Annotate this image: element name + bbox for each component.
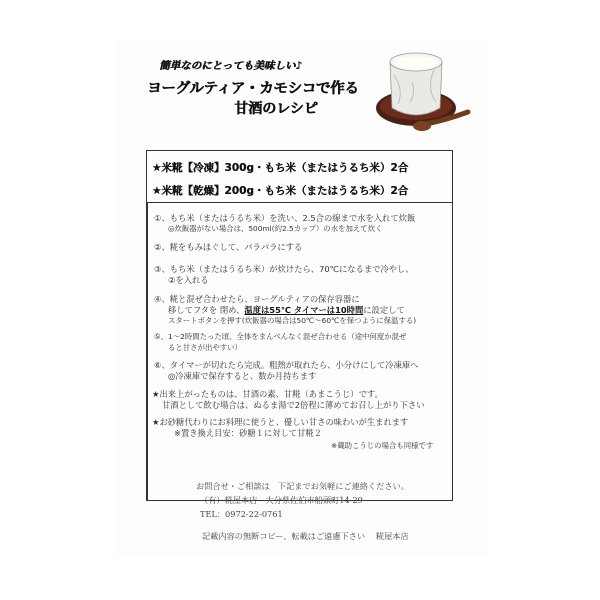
step-2: ②、糀をもみほぐして、パラパラにする <box>154 242 303 252</box>
frame-top-line <box>146 150 452 151</box>
step-1: ①、もち米（またはうるち米）を洗い、2.5合の線まで水を入れて炊飯 <box>154 213 416 223</box>
step-6-note: ◎冷凍庫で保存すると、数か月持ちます <box>168 371 317 381</box>
tagline: 簡単なのにとっても美味しい♪ <box>159 60 302 72</box>
contact-phone: TEL：0972-22-0761 <box>200 509 283 519</box>
contact-intro: お問合せ・ご相談は 下記までお気軽にご連絡ください。 <box>196 481 409 491</box>
step-4-settings-post: に設定して <box>363 305 405 315</box>
step-1-note: ◎炊飯器がない場合は、500ml(約2.5カップ）の水を加えて炊く <box>168 224 383 233</box>
step-4: ④、糀と混ぜ合わせたら、ヨーグルティアの保存容器に <box>154 294 360 304</box>
step-4-temp-timer: 温度は55℃ タイマーは10時間 <box>244 305 364 315</box>
page-title: ヨーグルティア・カモシコで作る <box>147 81 359 97</box>
contact-company: （有）糀屋本店 大分県佐伯市船頭町14-29 <box>200 495 363 505</box>
step-5-cont: ると甘さが出やすい） <box>168 343 242 352</box>
copyright-note: 記載内容の無断コピー、転載はご遠慮下さい 糀屋本店 <box>202 531 409 541</box>
note-dilution: 甘酒として飲む場合は、ぬるま湯で2倍程に薄めてお召し上がり下さい <box>162 400 425 410</box>
step-6: ⑥、タイマーが切れたら完成。粗熱が取れたら、小分けにして冷凍庫へ <box>154 360 419 370</box>
page-subtitle: 甘酒のレシピ <box>234 101 318 117</box>
note-amazake-base: ★出来上がったものは、甘酒の素、甘糀（あまこうじ）です。 <box>152 389 383 399</box>
step-3-cont: ②を入れる <box>168 275 209 285</box>
step-4-settings-pre: 移してフタを 閉め、 <box>168 305 245 315</box>
step-4-start: スタートボタンを押す(炊飯器の場合は50℃〜60℃を保つように保温する) <box>168 316 417 325</box>
ingredient-frozen: ★米糀【冷凍】300g・もち米（またはうるち米）2合 <box>152 162 409 174</box>
note-sugar-substitute: ★お砂糖代わりにお料理に使うと、優しい甘さの味わいが生まれます <box>152 417 409 427</box>
note-ratio: ※置き換え目安：砂糖１に対して甘糀２ <box>174 428 323 438</box>
step-5: ⑤、1〜2時間たった頃、全体をまんべんなく混ぜ合わせる（途中何度か混ぜ <box>154 332 407 341</box>
note-kurasuke: ※蔵助こうじの場合も同様です <box>331 441 434 450</box>
step-4-settings <box>168 306 405 314</box>
ingredient-dried: ★米糀【乾燥】200g・もち米（またはうるち米）2合 <box>152 185 409 197</box>
step-3: ③、もち米（またはうるち米）が炊けたら、70℃になるまで冷やし、 <box>154 264 414 274</box>
amazake-cup-photo <box>364 40 474 140</box>
recipe-sheet <box>114 40 487 556</box>
